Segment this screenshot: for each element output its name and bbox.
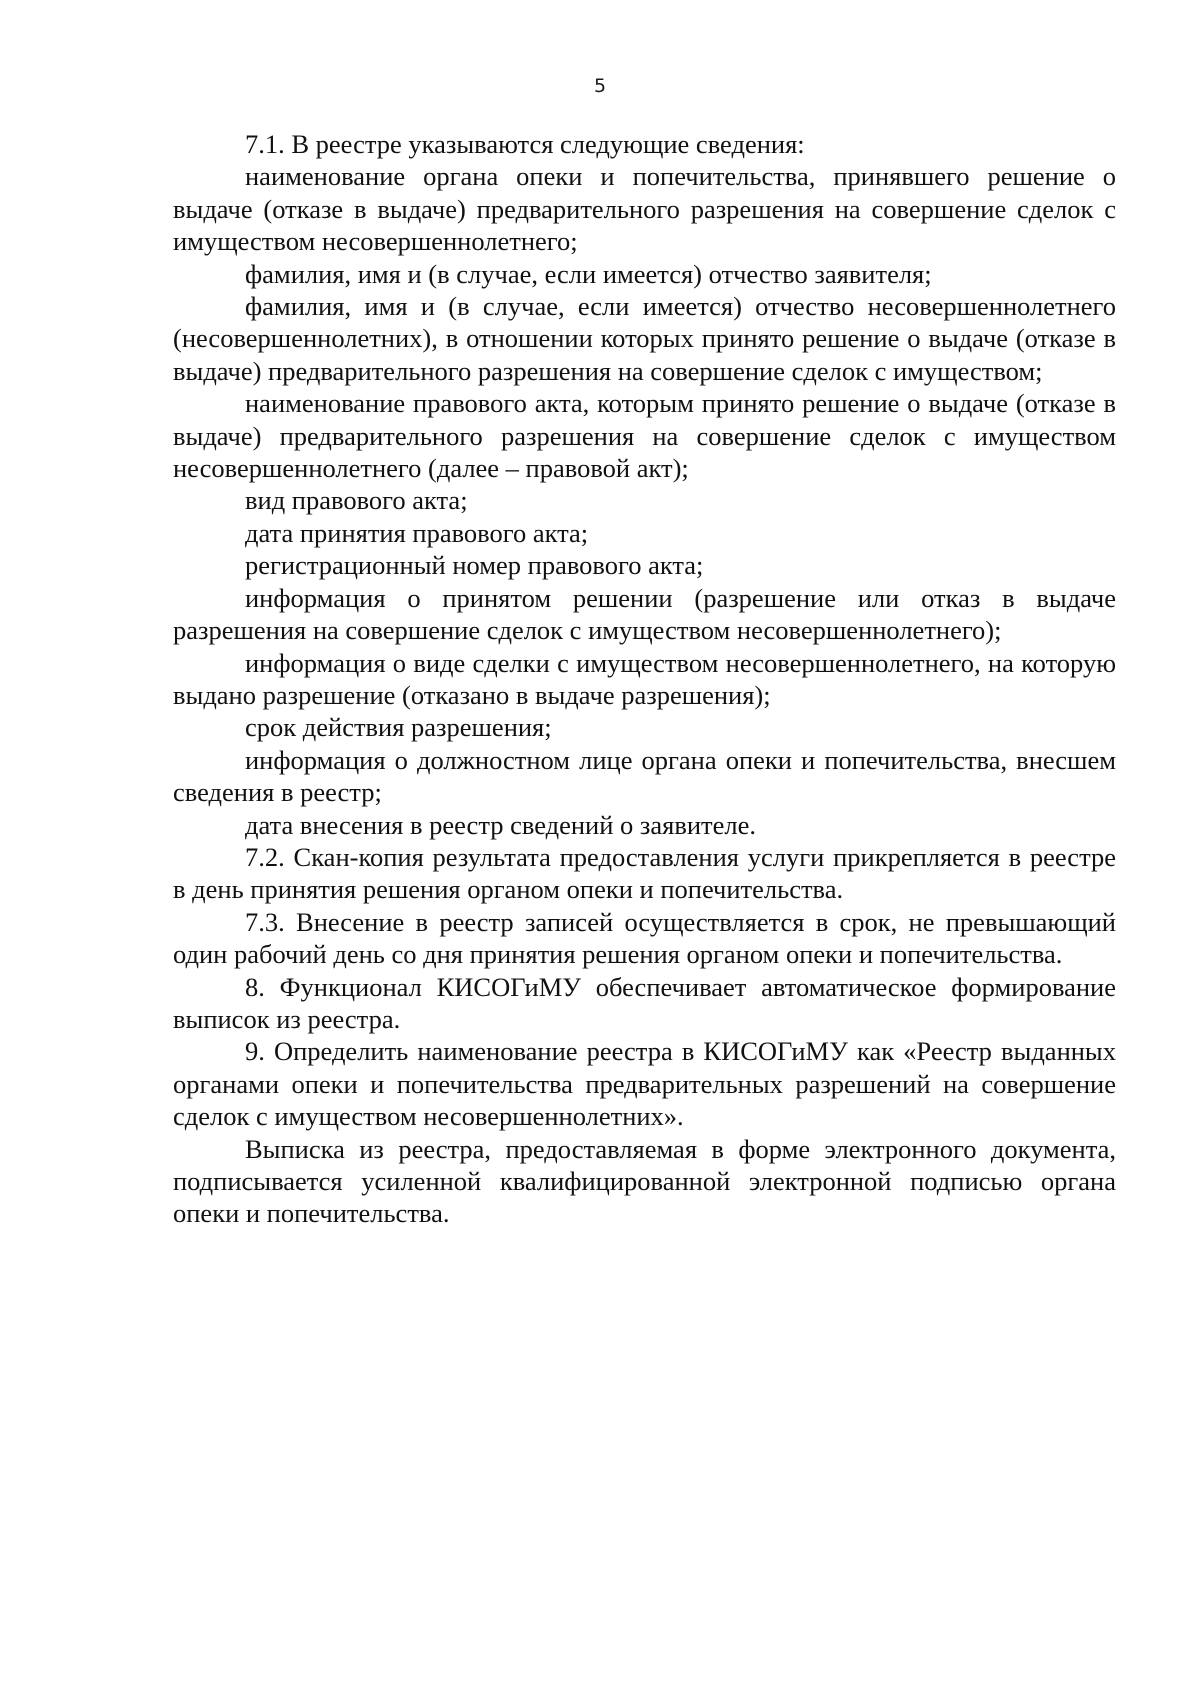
- list-item-official-info: информация о должностном лице органа опеки и попечительства, внесшем сведения в реестр;: [173, 744, 1116, 808]
- paragraph-9: 9. Определить наименование реестра в КИСОГиМУ как «Реестр выданных органами опеки и попечительства предварительных разрешений на совершение сделок с имуществом несовершеннолетних».: [173, 1036, 1116, 1132]
- list-item-entry-date: дата внесения в реестр сведений о заявителе.: [245, 809, 756, 840]
- list-item-legal-act-date: дата принятия правового акта;: [245, 517, 589, 548]
- list-item-legal-act-name: наименование правового акта, которым принято решение о выдаче (отказе в выдаче) предварительного разрешения на совершение сделок с имуществом несовершеннолетнего (далее – правовой акт);: [173, 388, 1116, 484]
- list-item-authority-name: наименование органа опеки и попечительства, принявшего решение о выдаче (отказе в выдаче) предварительного разрешения на совершение сделок с имуществом несовершеннолетнего;: [173, 161, 1116, 257]
- list-item-transaction-type: информация о виде сделки с имуществом несовершеннолетнего, на которую выдано разрешение (отказано в выдаче разрешения);: [173, 647, 1116, 710]
- list-item-legal-act-type: вид правового акта;: [245, 485, 468, 516]
- list-item-applicant-name: фамилия, имя и (в случае, если имеется) отчество заявителя;: [245, 258, 932, 289]
- list-item-legal-act-number: регистрационный номер правового акта;: [245, 550, 704, 581]
- list-item-minor-name: фамилия, имя и (в случае, если имеется) отчество несовершеннолетнего (несовершеннолетних), в отношении которых принято решение о выдаче (отказе в выдаче) предварительного разрешения на совершение сделок с имуществом;: [173, 291, 1116, 386]
- list-item-permit-term: срок действия разрешения;: [245, 712, 552, 743]
- document-body: [173, 128, 1116, 1230]
- paragraph-registry-extract: Выписка из реестра, предоставляемая в форме электронного документа, подписывается усиленной квалифицированной электронной подписью органа опеки и попечительства.: [173, 1133, 1116, 1229]
- paragraph-7-2: 7.2. Скан-копия результата предоставления услуги прикрепляется в реестре в день принятия решения органом опеки и попечительства.: [173, 841, 1116, 905]
- page-number: 5: [593, 75, 607, 97]
- paragraph-7-1-heading: 7.1. В реестре указываются следующие сведения:: [245, 129, 805, 159]
- paragraph-8: 8. Функционал КИСОГиМУ обеспечивает автоматическое формирование выписок из реестра.: [173, 971, 1116, 1034]
- list-item-decision-info: информация о принятом решении (разрешение или отказ в выдаче разрешения на совершение сделок с имуществом несовершеннолетнего);: [173, 582, 1116, 646]
- paragraph-7-3: 7.3. Внесение в реестр записей осуществляется в срок, не превышающий один рабочий день со дня принятия решения органом опеки и попечительства.: [173, 906, 1116, 970]
